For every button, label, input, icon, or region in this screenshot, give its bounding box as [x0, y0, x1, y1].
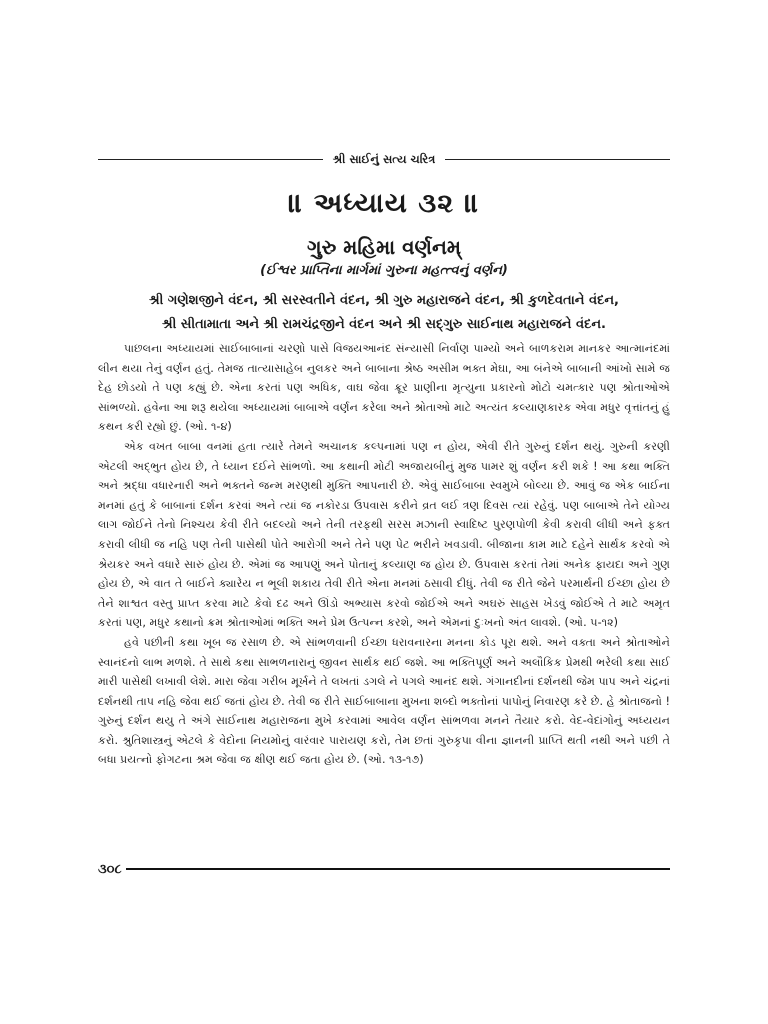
paragraph: પાછલના અધ્યાયમાં સાઈબાબાનાં ચરણો પાસે વિજયઆનંદ સંન્યાસી નિર્વાણ પામ્યો અને બાળકરામ માનકર આત્માનંદમાં લીન થયા તેનું વર્ણન હતું. તેમજ તાત્યાસાહેબ નુલકર અને બાબાના શ્રેષ્ઠ અસીમ ભક્ત મેઘા, આ બંનેએ બાબાની આંખો સામે જ દેહ છોડયો તે પણ કહ્યું છે. એના કરતાં પણ અધિક, વાઘ જેવા ક્રૂર પ્રાણીના મૃત્યુના પ્રકારનો મોટો ચમત્કાર પણ શ્રોતાઓએ સાંભળ્યો. હવેના આ શરૂ થયેલા અધ્યાયમાં બાબાએ વર્ણન કરેલા અને શ્રોતાઓ માટે અત્યંત કલ્યાણકારક એવા મધુર વૃત્તાંતનું હું કથન કરી રહ્યો છું. (ઓ. ૧-૪) — [98, 342, 670, 434]
running-header — [98, 148, 670, 170]
invocation-line-1: શ્રી ગણેશજીને વંદન, શ્રી સરસ્વતીને વંદન, શ્રી ગુરુ મહારાજને વંદન, શ્રી કુળદેવતાને વંદન, — [149, 293, 619, 308]
paragraph: હવે પછીની કથા ખૂબ જ રસાળ છે. એ સાંભળવાની ઈચ્છા ધરાવનારના મનના કોડ પૂરા થશે. અને વક્તા અને શ્રોતાઓને સ્વાનંદનો લાભ મળશે. તે સાથે કથા સાભળનારાનું જીવન સાર્થક થઈ જશે. આ ભક્તિપૂર્ણ અને અલૌકિક પ્રેમથી ભરેલી કથા સાઈ મારી પાસેથી લખાવી લેશે. મારા જેવા ગરીબ મૂર્ખને તે લખતાં ડગલે ને પગલે આનંદ થશે. ગંગાનદીનાં દર્શનથી જેમ પાપ અને ચંદ્રનાં દર્શનથી તાપ નહિ જેવા થઈ જતાં હોય છે. તેવી જ રીતે સાઈબાબાના મુખના શબ્દો ભક્તોનાં પાપોનું નિવારણ કરે છે. હે શ્રોતાજનો ! ગુરુનું દર્શન થયુ તે અંગે સાઈનાથ મહારાજના મુખે કરવામાં આવેલ વર્ણન સાંભળવા મનને તૈયાર કરો. વેદ-વેદાંગોનું અધ્યયન કરો. શ્રુતિશાસ્ત્રનું એટલે કે વેદોના નિયમોનું વારંવાર પારાયણ કરો, તેમ છતાં ગુરુકૃપા વીના જ્ઞાનની પ્રાપ્તિ થતી નથી અને પછી તે બધા પ્રયત્નો ફોગટના શ્રમ જેવા જ ક્ષીણ થઈ જતા હોય છે. (ઓ. ૧૩-૧૭) — [98, 635, 670, 767]
body-text — [98, 339, 670, 770]
chapter-note: (ઈશ્વર પ્રાપ્તિના માર્ગમાં ગુરુના મહત્ત્વનું વર્ણન) — [260, 263, 508, 278]
invocation-line-2: શ્રી સીતામાતા અને શ્રી રામચંદ્રજીને વંદન અને શ્રી સદ્ગુરુ સાઈનાથ મહારાજને વંદન. — [162, 317, 606, 332]
page-number: ૩૦૮ — [98, 861, 122, 877]
page-footer — [98, 858, 670, 880]
chapter-subtitle: ગુરુ મહિમા વર્ણનમ્ — [307, 235, 461, 259]
running-title: શ્રી સાઈનું સત્ય ચરિત્ર — [332, 151, 436, 166]
footer-rule — [126, 868, 670, 870]
chapter-title: ॥ અધ્યાય ૩૨ ॥ — [288, 188, 480, 219]
invocation — [98, 289, 670, 337]
paragraph: એક વખત બાબા વનમાં હતા ત્યારે તેમને અચાનક કલ્પનામાં પણ ન હોય, એવી રીતે ગુરુનું દર્શન થયું. ગુરુની કરણી એટલી અદ્ભુત હોય છે, તે ધ્યાન દઈને સાંભળો. આ કથાની મોટી અજાયબીનું મુજ પામર શું વર્ણન કરી શકે ! આ કથા ભક્તિ અને શ્રદ્ધા વધારનારી અને ભક્તને જન્મ મરણથી મુક્તિ આપનારી છે. એવું સાઈબાબા સ્વમુખે બોલ્યા છે. આવું જ એક બાઈના મનમાં હતું કે બાબાનાં દર્શન કરવાં અને ત્યાં જ નકોરડા ઉપવાસ કરીને વ્રત લઈ ત્રણ દિવસ ત્યાં રહેવું. પણ બાબાએ તેને યોગ્ય લાગ જોઈને તેનો નિશ્ચય કેવી રીતે બદલ્યો અને તેની તરફથી સરસ મઝાની સ્વાદિષ્ટ પુરણપોળી કેવી કરાવી લીધી અને ફક્ત કરાવી લીધી જ નહિ પણ તેની પાસેથી પોતે આરોગી અને તેને પણ પેટ ભરીને ખવડાવી. બીજાના કામ માટે દહેને સાર્થક કરવો એ શ્રેયકર અને વધારે સારું હોય છે. એમાં જ આપણું અને પોતાનું કલ્યાણ જ હોય છે. ઉપવાસ કરતાં તેમાં અનેક ફાયદા અને ગુણ હોય છે, એ વાત તે બાઈને ક્યારેય ન ભૂલી શકાય તેવી રીતે એના મનમાં ઠસાવી દીધું. તેવી જ રીતે જેને પરમાર્થની ઈચ્છા હોય છે તેને શાશ્વત વસ્તુ પ્રાપ્ત કરવા માટે કેવો દઢ અને ઊંડો અભ્યાસ કરવો જોઈએ અને અઘરું સાહસ ખેડવું જોઈએ તે માટે અમૃત કરતાં પણ, મધુર કથાનો ક્રમ શ્રોતાઓમાં ભક્તિ અને પ્રેમ ઉત્પન્ન કરશે, અને એમનાં દુઃખનો અંત લાવશે. (ઓ. ૫-૧૨) — [98, 439, 670, 630]
page-content — [98, 148, 670, 770]
header-rule-left — [98, 159, 323, 160]
header-rule-right — [445, 159, 670, 160]
